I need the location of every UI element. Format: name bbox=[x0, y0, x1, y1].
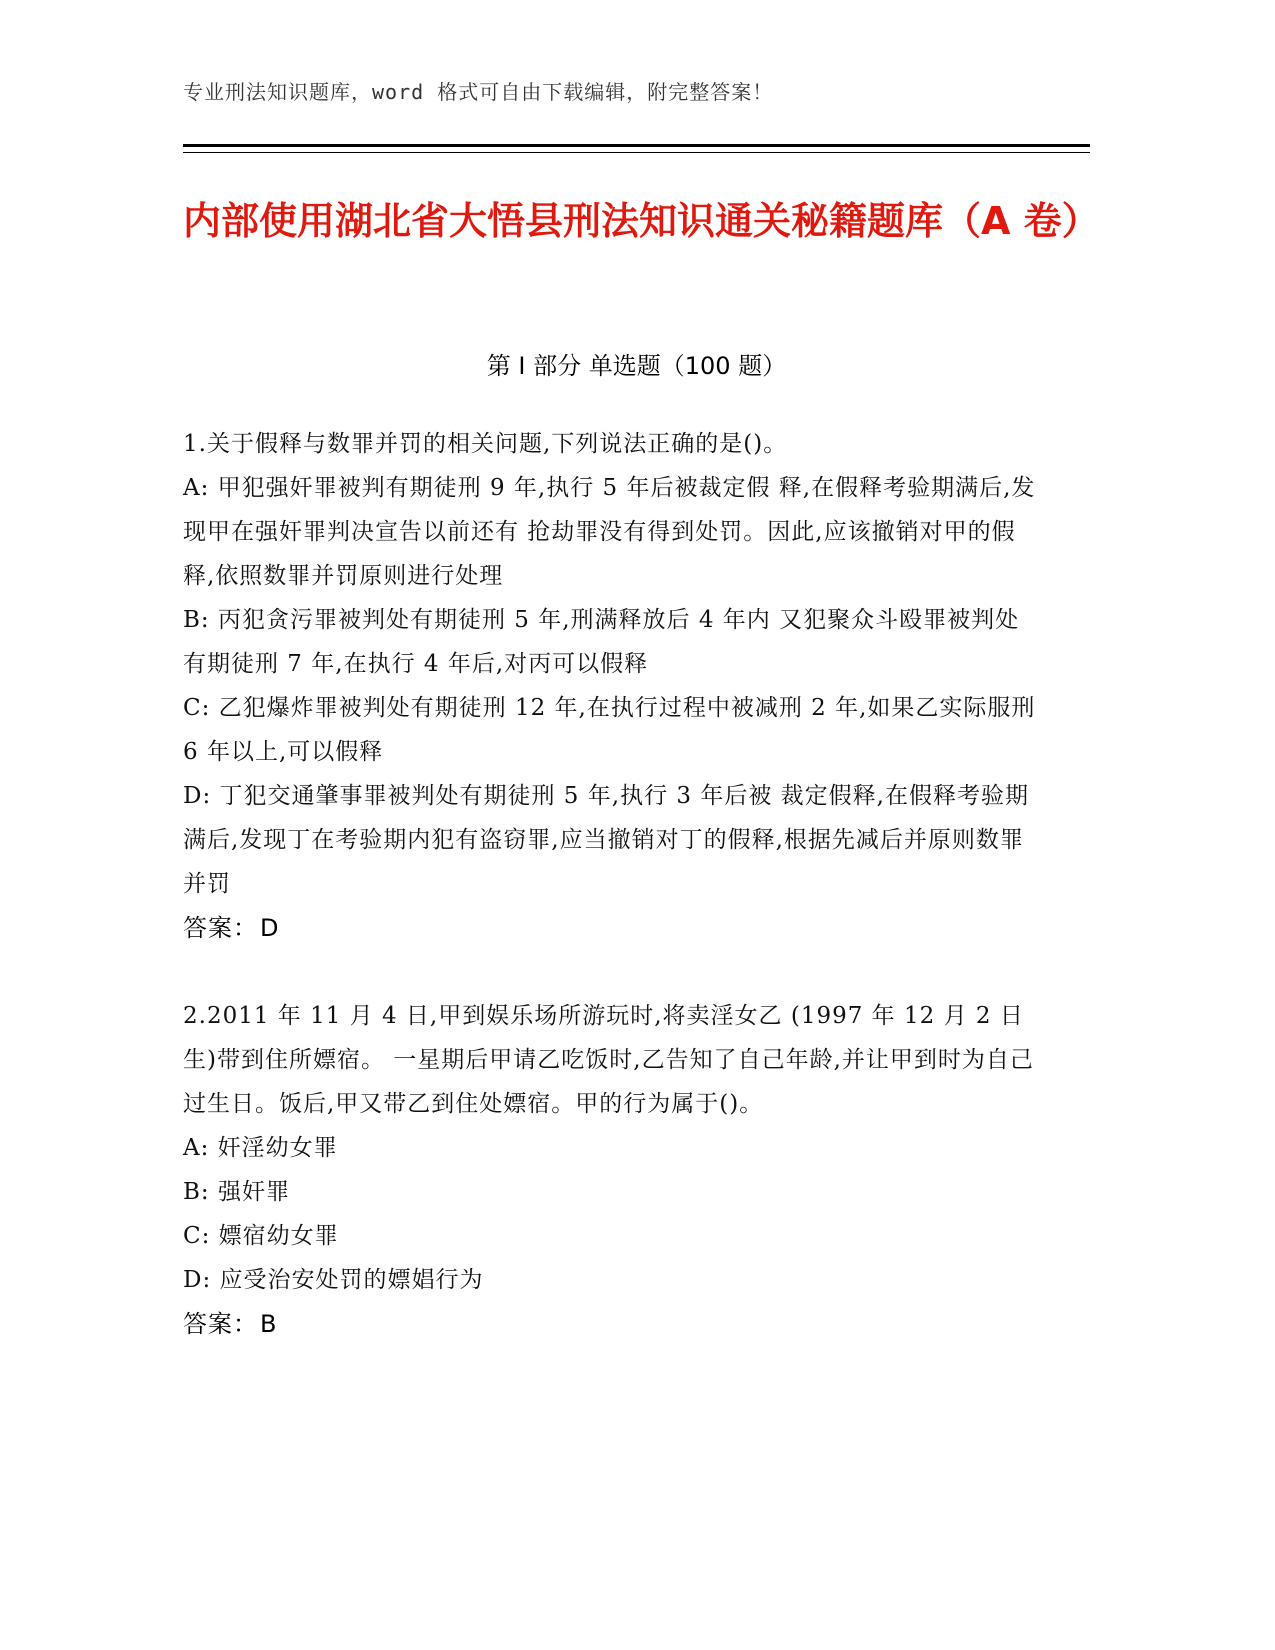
header-note: 专业刑法知识题库，word 格式可自由下载编辑，附完整答案！ bbox=[183, 80, 774, 104]
option-a: A: 甲犯强奸罪被判有期徒刑 9 年,执行 5 年后被裁定假 释,在假释考验期满后,发现甲在强奸罪判决宣告以前还有 抢劫罪没有得到处罚。因此,应该撤销对甲的假释,依照数罪并罚原则进行处理 bbox=[183, 475, 1036, 589]
question-stem: 1.关于假释与数罪并罚的相关问题,下列说法正确的是()。 bbox=[183, 431, 788, 457]
option-c: C: 乙犯爆炸罪被判处有期徒刑 12 年,在执行过程中被减刑 2 年,如果乙实际服刑 6 年以上,可以假释 bbox=[183, 695, 1036, 765]
document-title: 内部使用湖北省大悟县刑法知识通关秘籍题库（A 卷） bbox=[183, 199, 1100, 243]
option-d: D: 应受治安处罚的嫖娼行为 bbox=[183, 1267, 484, 1293]
answer-value: B bbox=[260, 1310, 278, 1338]
header-rule-thin bbox=[183, 152, 1090, 153]
answer-label: 答案： bbox=[183, 914, 258, 942]
option-b: B: 强奸罪 bbox=[183, 1179, 290, 1205]
header-rule-thick bbox=[183, 144, 1090, 147]
question-stem: 2.2011 年 11 月 4 日,甲到娱乐场所游玩时,将卖淫女乙 (1997 年 12 月 2 日生)带到住所嫖宿。 一星期后甲请乙吃饭时,乙告知了自己年龄,并让甲到时为自己过生日。饭后,甲又带乙到住处嫖宿。甲的行为属于()。 bbox=[183, 1003, 1034, 1117]
answer-label: 答案： bbox=[183, 1310, 258, 1338]
option-c: C: 嫖宿幼女罪 bbox=[183, 1223, 339, 1249]
question-list bbox=[183, 422, 1043, 1346]
section-heading: 第 I 部分 单选题（100 题） bbox=[486, 352, 787, 380]
answer-line bbox=[183, 906, 1043, 950]
question-2 bbox=[183, 994, 1043, 1346]
option-b: B: 丙犯贪污罪被判处有期徒刑 5 年,刑满释放后 4 年内 又犯聚众斗殴罪被判处有期徒刑 7 年,在执行 4 年后,对丙可以假释 bbox=[183, 607, 1020, 677]
option-a: A: 奸淫幼女罪 bbox=[183, 1135, 338, 1161]
answer-value: D bbox=[260, 914, 280, 942]
option-d: D: 丁犯交通肇事罪被判处有期徒刑 5 年,执行 3 年后被 裁定假释,在假释考验期满后,发现丁在考验期内犯有盗窃罪,应当撤销对丁的假释,根据先减后并原则数罪并罚 bbox=[183, 783, 1029, 897]
question-1 bbox=[183, 422, 1043, 950]
answer-line bbox=[183, 1302, 1043, 1346]
